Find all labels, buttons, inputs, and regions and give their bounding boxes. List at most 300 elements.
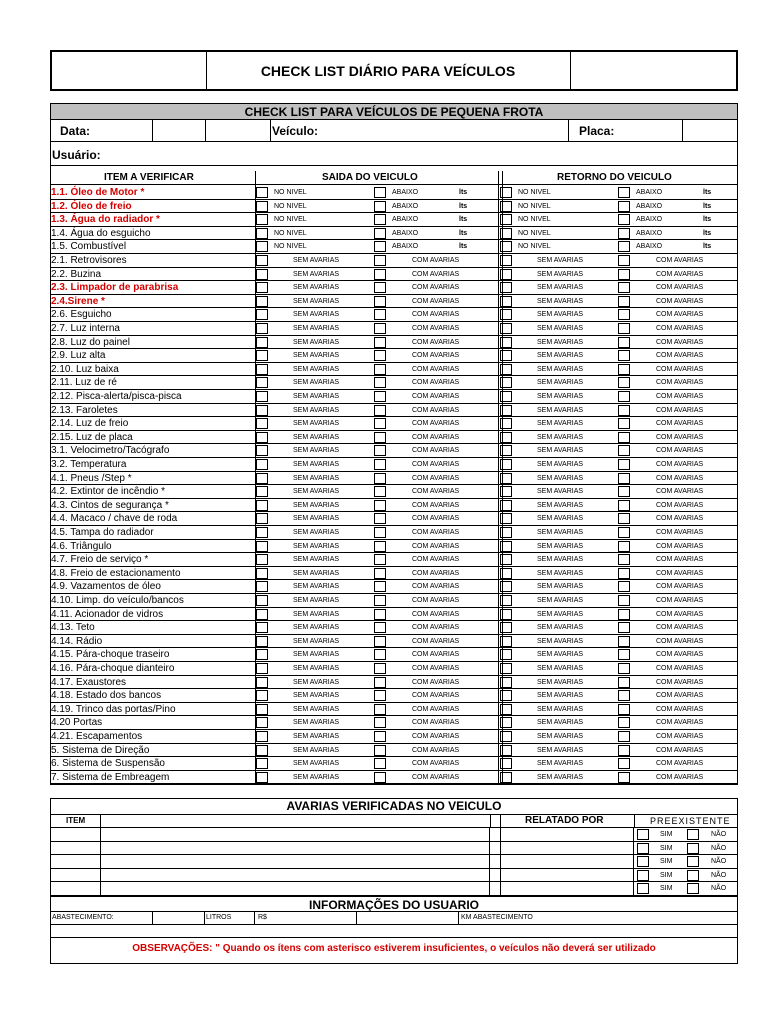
saida-checkbox-a[interactable] [256, 500, 268, 511]
saida-checkbox-b[interactable] [374, 554, 386, 565]
retorno-checkbox-b[interactable] [618, 500, 630, 511]
retorno-checkbox-b[interactable] [618, 269, 630, 280]
saida-checkbox-b[interactable] [374, 663, 386, 674]
option-sem-avarias: SEM AVARIAS [293, 665, 340, 672]
row-label: 4.4. Macaco / chave de roda [51, 513, 178, 525]
saida-checkbox-b[interactable] [374, 513, 386, 524]
saida-checkbox-b[interactable] [374, 486, 386, 497]
saida-checkbox-a[interactable] [256, 486, 268, 497]
row-label: 4.11. Acionador de vidros [51, 608, 164, 620]
option-com-avarias: COM AVARIAS [412, 529, 460, 536]
nao-checkbox[interactable] [687, 883, 699, 894]
saida-checkbox-a[interactable] [256, 663, 268, 674]
saida-checkbox-a[interactable] [256, 541, 268, 552]
option-com-avarias: COM AVARIAS [412, 733, 460, 740]
table-row [50, 458, 738, 472]
option-com-avarias: COM AVARIAS [656, 637, 704, 645]
option-sem-avarias: SEM AVARIAS [293, 733, 340, 740]
relatado-field[interactable] [500, 882, 634, 896]
option-abaixo: ABAIXO [636, 189, 663, 196]
relatado-label: RELATADO POR [525, 815, 604, 826]
saida-checkbox-a[interactable] [256, 636, 268, 647]
row-label: 4.14. Rádio [51, 635, 103, 647]
option-com-avarias: COM AVARIAS [656, 325, 704, 332]
saida-checkbox-a[interactable] [256, 758, 268, 769]
saida-checkbox-b[interactable] [374, 405, 386, 416]
saida-checkbox-b[interactable] [374, 309, 386, 320]
data-field[interactable] [154, 121, 206, 141]
option-com-avarias: COM AVARIAS [412, 678, 460, 686]
avaria-description-field[interactable] [100, 842, 490, 856]
option-com-avarias: COM AVARIAS [656, 338, 704, 346]
placa-field[interactable] [622, 121, 736, 141]
saida-checkbox-b[interactable] [374, 337, 386, 348]
row-label: 4.21. Escapamentos [51, 731, 143, 742]
option-no-nivel: NO NIVEL [518, 216, 551, 224]
option-lts: lts [703, 229, 712, 237]
option-com-avarias: COM AVARIAS [412, 624, 460, 632]
option-no-nivel: NO NIVEL [518, 202, 551, 210]
saida-checkbox-b[interactable] [374, 758, 386, 769]
retorno-checkbox-b[interactable] [618, 228, 630, 239]
retorno-checkbox-b[interactable] [618, 772, 630, 783]
saida-checkbox-b[interactable] [374, 500, 386, 511]
saida-checkbox-a[interactable] [256, 581, 268, 592]
saida-checkbox-a[interactable] [256, 391, 268, 402]
saida-checkbox-b[interactable] [374, 201, 386, 212]
saida-checkbox-a[interactable] [256, 296, 268, 307]
sim-checkbox[interactable] [637, 843, 649, 854]
row-label: 3.1. Velocimetro/Tacógrafo [51, 445, 170, 457]
option-com-avarias: COM AVARIAS [412, 610, 460, 618]
table-row [50, 730, 738, 744]
retorno-checkbox-b[interactable] [618, 241, 630, 252]
option-com-avarias: COM AVARIAS [656, 542, 704, 550]
option-com-avarias: COM AVARIAS [656, 610, 704, 618]
option-com-avarias: COM AVARIAS [412, 597, 460, 604]
option-sem-avarias: SEM AVARIAS [293, 597, 340, 604]
form-subtitle: CHECK LIST PARA VEÍCULOS DE PEQUENA FROTA [50, 103, 738, 120]
saida-checkbox-b[interactable] [374, 690, 386, 701]
table-row [50, 254, 738, 268]
saida-checkbox-b[interactable] [374, 704, 386, 715]
saida-checkbox-a[interactable] [256, 568, 268, 579]
option-sem-avarias: SEM AVARIAS [293, 447, 340, 455]
nao-checkbox[interactable] [687, 843, 699, 854]
option-com-avarias: COM AVARIAS [656, 311, 704, 319]
option-sem-avarias: SEM AVARIAS [293, 719, 340, 727]
table-row [50, 376, 738, 390]
saida-checkbox-b[interactable] [374, 745, 386, 756]
retorno-checkbox-b[interactable] [618, 486, 630, 497]
retorno-checkbox-b[interactable] [618, 677, 630, 688]
column-divider [498, 171, 499, 784]
option-lts: lts [703, 202, 712, 210]
row-label: 4.19. Trinco das portas/Pino [51, 703, 176, 715]
saida-checkbox-a[interactable] [256, 269, 268, 280]
row-label: 1.2. Óleo de freio [51, 200, 132, 212]
abastecimento-row [50, 911, 738, 925]
option-sem-avarias: SEM AVARIAS [537, 637, 584, 645]
nao-checkbox[interactable] [687, 870, 699, 881]
relatado-field[interactable] [500, 855, 634, 869]
relatado-field[interactable] [500, 828, 634, 842]
saida-checkbox-b[interactable] [374, 595, 386, 606]
row-label: 4.15. Pára-choque traseiro [51, 649, 170, 661]
page-title: CHECK LIST DIÁRIO PARA VEÍCULOS [206, 52, 571, 89]
table-row [50, 553, 738, 567]
nao-label: NÃO [711, 858, 727, 866]
row-label: 4.5. Tampa do radiador [51, 527, 154, 538]
saida-checkbox-a[interactable] [256, 309, 268, 320]
option-com-avarias: COM AVARIAS [656, 692, 704, 700]
table-row [50, 716, 738, 730]
retorno-checkbox-b[interactable] [618, 690, 630, 701]
row-label: 2.3. Limpador de parabrisa [51, 282, 179, 294]
saida-checkbox-b[interactable] [374, 350, 386, 361]
table-row [50, 635, 738, 649]
spacer-row [50, 925, 738, 938]
saida-checkbox-a[interactable] [256, 677, 268, 688]
option-com-avarias: COM AVARIAS [656, 515, 704, 523]
retorno-checkbox-b[interactable] [618, 717, 630, 728]
placa-label: Placa: [579, 124, 615, 138]
saida-checkbox-b[interactable] [374, 717, 386, 728]
saida-checkbox-b[interactable] [374, 418, 386, 429]
observacoes-text: OBSERVAÇÕES: " Quando os ítens com asterisco estiverem insuficientes, o veículos não deverá ser utilizado [132, 943, 656, 954]
option-com-avarias: COM AVARIAS [656, 379, 704, 387]
option-com-avarias: COM AVARIAS [412, 270, 460, 278]
table-row [50, 336, 738, 350]
option-sem-avarias: SEM AVARIAS [537, 270, 584, 278]
saida-checkbox-b[interactable] [374, 445, 386, 456]
option-sem-avarias: SEM AVARIAS [537, 420, 584, 428]
option-com-avarias: COM AVARIAS [656, 719, 704, 727]
option-abaixo: ABAIXO [636, 229, 663, 237]
option-com-avarias: COM AVARIAS [412, 665, 460, 672]
retorno-checkbox-b[interactable] [618, 309, 630, 320]
option-com-avarias: COM AVARIAS [412, 433, 460, 441]
saida-checkbox-b[interactable] [374, 609, 386, 620]
saida-checkbox-a[interactable] [256, 282, 268, 293]
retorno-checkbox-b[interactable] [618, 568, 630, 579]
sim-checkbox[interactable] [637, 829, 649, 840]
saida-checkbox-a[interactable] [256, 459, 268, 470]
retorno-checkbox-b[interactable] [618, 337, 630, 348]
option-com-avarias: COM AVARIAS [412, 705, 460, 713]
saida-checkbox-b[interactable] [374, 377, 386, 388]
sim-label: SIM [660, 844, 673, 852]
relatado-field[interactable] [500, 869, 634, 883]
option-com-avarias: COM AVARIAS [656, 488, 704, 496]
retorno-checkbox-b[interactable] [618, 554, 630, 565]
retorno-checkbox-b[interactable] [618, 296, 630, 307]
sim-checkbox[interactable] [637, 856, 649, 867]
saida-checkbox-a[interactable] [256, 731, 268, 742]
nao-checkbox[interactable] [687, 829, 699, 840]
header-box [50, 50, 738, 91]
option-lts: lts [459, 202, 468, 210]
saida-checkbox-a[interactable] [256, 201, 268, 212]
col-saida: SAIDA DO VEICULO [322, 172, 418, 183]
option-com-avarias: COM AVARIAS [412, 338, 460, 346]
saida-checkbox-a[interactable] [256, 622, 268, 633]
option-lts: lts [459, 216, 468, 224]
saida-checkbox-a[interactable] [256, 513, 268, 524]
retorno-checkbox-b[interactable] [618, 758, 630, 769]
option-lts: lts [703, 216, 712, 224]
row-label: 4.20 Portas [51, 717, 103, 729]
saida-checkbox-b[interactable] [374, 636, 386, 647]
option-com-avarias: COM AVARIAS [412, 515, 460, 523]
option-com-avarias: COM AVARIAS [412, 257, 460, 264]
option-sem-avarias: SEM AVARIAS [537, 583, 584, 591]
row-label: 4.2. Extintor de incêndio * [51, 486, 165, 498]
saida-checkbox-a[interactable] [256, 445, 268, 456]
option-sem-avarias: SEM AVARIAS [293, 692, 340, 700]
row-label: 2.1. Retrovisores [51, 255, 127, 266]
saida-checkbox-a[interactable] [256, 595, 268, 606]
retorno-checkbox-b[interactable] [618, 364, 630, 375]
option-com-avarias: COM AVARIAS [412, 447, 460, 455]
retorno-checkbox-b[interactable] [618, 405, 630, 416]
saida-checkbox-b[interactable] [374, 391, 386, 402]
saida-checkbox-b[interactable] [374, 323, 386, 334]
saida-checkbox-b[interactable] [374, 255, 386, 266]
saida-checkbox-b[interactable] [374, 296, 386, 307]
litros-label: LITROS [206, 914, 232, 921]
table-row [50, 621, 738, 635]
option-com-avarias: COM AVARIAS [412, 474, 460, 482]
row-label: 4.16. Pára-choque dianteiro [51, 663, 175, 674]
option-sem-avarias: SEM AVARIAS [293, 542, 340, 550]
retorno-checkbox-b[interactable] [618, 391, 630, 402]
saida-checkbox-b[interactable] [374, 473, 386, 484]
option-sem-avarias: SEM AVARIAS [293, 746, 340, 754]
km-label: KM ABASTECIMENTO [461, 914, 533, 921]
option-sem-avarias: SEM AVARIAS [293, 379, 340, 387]
retorno-checkbox-b[interactable] [618, 255, 630, 266]
retorno-checkbox-b[interactable] [618, 745, 630, 756]
avaria-description-field[interactable] [100, 869, 490, 883]
column-divider [502, 171, 503, 784]
avarias-header [50, 814, 738, 828]
saida-checkbox-b[interactable] [374, 214, 386, 225]
saida-checkbox-b[interactable] [374, 772, 386, 783]
option-com-avarias: COM AVARIAS [656, 705, 704, 713]
saida-checkbox-b[interactable] [374, 228, 386, 239]
option-sem-avarias: SEM AVARIAS [537, 433, 584, 441]
saida-checkbox-a[interactable] [256, 364, 268, 375]
usuario-label: Usuário: [52, 148, 101, 162]
option-abaixo: ABAIXO [392, 243, 419, 251]
saida-checkbox-a[interactable] [256, 214, 268, 225]
row-label: 2.8. Luz do painel [51, 336, 130, 348]
sim-checkbox[interactable] [637, 870, 649, 881]
option-sem-avarias: SEM AVARIAS [537, 365, 584, 373]
option-sem-avarias: SEM AVARIAS [293, 393, 340, 400]
option-com-avarias: COM AVARIAS [656, 406, 704, 414]
option-sem-avarias: SEM AVARIAS [537, 284, 584, 292]
saida-checkbox-a[interactable] [256, 432, 268, 443]
saida-checkbox-b[interactable] [374, 282, 386, 293]
saida-checkbox-b[interactable] [374, 541, 386, 552]
row-label: 7. Sistema de Embreagem [51, 771, 170, 783]
veiculo-field[interactable] [330, 121, 566, 141]
usuario-field[interactable] [110, 144, 730, 164]
retorno-checkbox-b[interactable] [618, 445, 630, 456]
option-sem-avarias: SEM AVARIAS [293, 678, 340, 686]
saida-checkbox-a[interactable] [256, 554, 268, 565]
nao-checkbox[interactable] [687, 856, 699, 867]
saida-checkbox-a[interactable] [256, 609, 268, 620]
option-sem-avarias: SEM AVARIAS [293, 501, 340, 509]
option-com-avarias: COM AVARIAS [412, 542, 460, 550]
table-row [50, 295, 738, 309]
saida-checkbox-b[interactable] [374, 622, 386, 633]
option-sem-avarias: SEM AVARIAS [293, 488, 340, 496]
row-label: 1.4. Água do esguicho [51, 227, 151, 239]
saida-checkbox-a[interactable] [256, 241, 268, 252]
saida-checkbox-a[interactable] [256, 418, 268, 429]
saida-checkbox-b[interactable] [374, 459, 386, 470]
saida-checkbox-a[interactable] [256, 690, 268, 701]
option-sem-avarias: SEM AVARIAS [537, 325, 584, 332]
option-sem-avarias: SEM AVARIAS [293, 637, 340, 645]
option-com-avarias: COM AVARIAS [412, 692, 460, 700]
option-no-nivel: NO NIVEL [518, 229, 551, 237]
option-sem-avarias: SEM AVARIAS [537, 651, 584, 659]
option-sem-avarias: SEM AVARIAS [293, 610, 340, 618]
saida-checkbox-a[interactable] [256, 473, 268, 484]
option-sem-avarias: SEM AVARIAS [537, 501, 584, 509]
retorno-checkbox-b[interactable] [618, 595, 630, 606]
retorno-checkbox-b[interactable] [618, 636, 630, 647]
option-com-avarias: COM AVARIAS [656, 474, 704, 482]
retorno-checkbox-b[interactable] [618, 432, 630, 443]
row-label: 2.15. Luz de placa [51, 431, 133, 443]
saida-checkbox-a[interactable] [256, 649, 268, 660]
option-com-avarias: COM AVARIAS [412, 501, 460, 509]
retorno-checkbox-b[interactable] [618, 201, 630, 212]
retorno-checkbox-b[interactable] [618, 187, 630, 198]
retorno-checkbox-b[interactable] [618, 581, 630, 592]
saida-checkbox-b[interactable] [374, 731, 386, 742]
option-com-avarias: COM AVARIAS [656, 352, 704, 360]
option-sem-avarias: SEM AVARIAS [293, 406, 340, 414]
saida-checkbox-a[interactable] [256, 405, 268, 416]
saida-checkbox-b[interactable] [374, 677, 386, 688]
option-com-avarias: COM AVARIAS [656, 556, 704, 564]
saida-checkbox-b[interactable] [374, 187, 386, 198]
relatado-field[interactable] [500, 842, 634, 856]
sim-checkbox[interactable] [637, 883, 649, 894]
option-com-avarias: COM AVARIAS [412, 637, 460, 645]
option-sem-avarias: SEM AVARIAS [293, 270, 340, 278]
option-sem-avarias: SEM AVARIAS [293, 474, 340, 482]
option-sem-avarias: SEM AVARIAS [537, 338, 584, 346]
saida-checkbox-b[interactable] [374, 581, 386, 592]
option-com-avarias: COM AVARIAS [656, 746, 704, 754]
saida-checkbox-a[interactable] [256, 745, 268, 756]
retorno-checkbox-b[interactable] [618, 473, 630, 484]
saida-checkbox-b[interactable] [374, 269, 386, 280]
row-label: 1.1. Óleo de Motor * [51, 187, 145, 198]
saida-checkbox-a[interactable] [256, 704, 268, 715]
option-no-nivel: NO NIVEL [274, 243, 307, 251]
saida-checkbox-b[interactable] [374, 527, 386, 538]
retorno-checkbox-b[interactable] [618, 609, 630, 620]
saida-checkbox-a[interactable] [256, 255, 268, 266]
option-com-avarias: COM AVARIAS [656, 665, 704, 672]
retorno-checkbox-b[interactable] [618, 649, 630, 660]
saida-checkbox-a[interactable] [256, 527, 268, 538]
saida-checkbox-b[interactable] [374, 568, 386, 579]
option-sem-avarias: SEM AVARIAS [537, 556, 584, 564]
option-com-avarias: COM AVARIAS [656, 433, 704, 441]
retorno-checkbox-b[interactable] [618, 541, 630, 552]
option-no-nivel: NO NIVEL [274, 202, 307, 210]
retorno-checkbox-b[interactable] [618, 704, 630, 715]
saida-checkbox-b[interactable] [374, 241, 386, 252]
avaria-description-field[interactable] [100, 828, 490, 842]
option-com-avarias: COM AVARIAS [656, 365, 704, 373]
retorno-checkbox-b[interactable] [618, 214, 630, 225]
row-label: 4.3. Cintos de segurança * [51, 499, 169, 511]
option-sem-avarias: SEM AVARIAS [537, 624, 584, 632]
row-label: 4.7. Freio de serviço * [51, 554, 149, 566]
retorno-checkbox-b[interactable] [618, 350, 630, 361]
saida-checkbox-a[interactable] [256, 228, 268, 239]
saida-checkbox-b[interactable] [374, 432, 386, 443]
option-lts: lts [459, 189, 468, 196]
saida-checkbox-a[interactable] [256, 377, 268, 388]
saida-checkbox-b[interactable] [374, 364, 386, 375]
saida-checkbox-a[interactable] [256, 337, 268, 348]
retorno-checkbox-b[interactable] [618, 513, 630, 524]
saida-checkbox-a[interactable] [256, 717, 268, 728]
table-row [50, 363, 738, 377]
retorno-checkbox-b[interactable] [618, 377, 630, 388]
saida-checkbox-a[interactable] [256, 323, 268, 334]
retorno-checkbox-b[interactable] [618, 418, 630, 429]
retorno-checkbox-b[interactable] [618, 323, 630, 334]
option-sem-avarias: SEM AVARIAS [293, 297, 340, 305]
retorno-checkbox-b[interactable] [618, 527, 630, 538]
saida-checkbox-b[interactable] [374, 649, 386, 660]
saida-checkbox-a[interactable] [256, 772, 268, 783]
option-com-avarias: COM AVARIAS [412, 393, 460, 400]
retorno-checkbox-b[interactable] [618, 731, 630, 742]
option-abaixo: ABAIXO [392, 189, 419, 196]
avaria-description-field[interactable] [100, 882, 490, 896]
option-sem-avarias: SEM AVARIAS [537, 311, 584, 319]
option-sem-avarias: SEM AVARIAS [293, 705, 340, 713]
option-lts: lts [459, 243, 468, 251]
row-label: 1.5. Combustível [51, 241, 127, 253]
retorno-checkbox-b[interactable] [618, 622, 630, 633]
saida-checkbox-a[interactable] [256, 187, 268, 198]
row-label: 1.3. Água do radiador * [51, 214, 160, 226]
retorno-checkbox-b[interactable] [618, 459, 630, 470]
option-sem-avarias: SEM AVARIAS [293, 461, 340, 468]
retorno-checkbox-b[interactable] [618, 282, 630, 293]
saida-checkbox-a[interactable] [256, 350, 268, 361]
avaria-description-field[interactable] [100, 855, 490, 869]
abastecimento-label: ABASTECIMENTO: [52, 914, 114, 921]
sim-label: SIM [660, 831, 673, 838]
retorno-checkbox-b[interactable] [618, 663, 630, 674]
